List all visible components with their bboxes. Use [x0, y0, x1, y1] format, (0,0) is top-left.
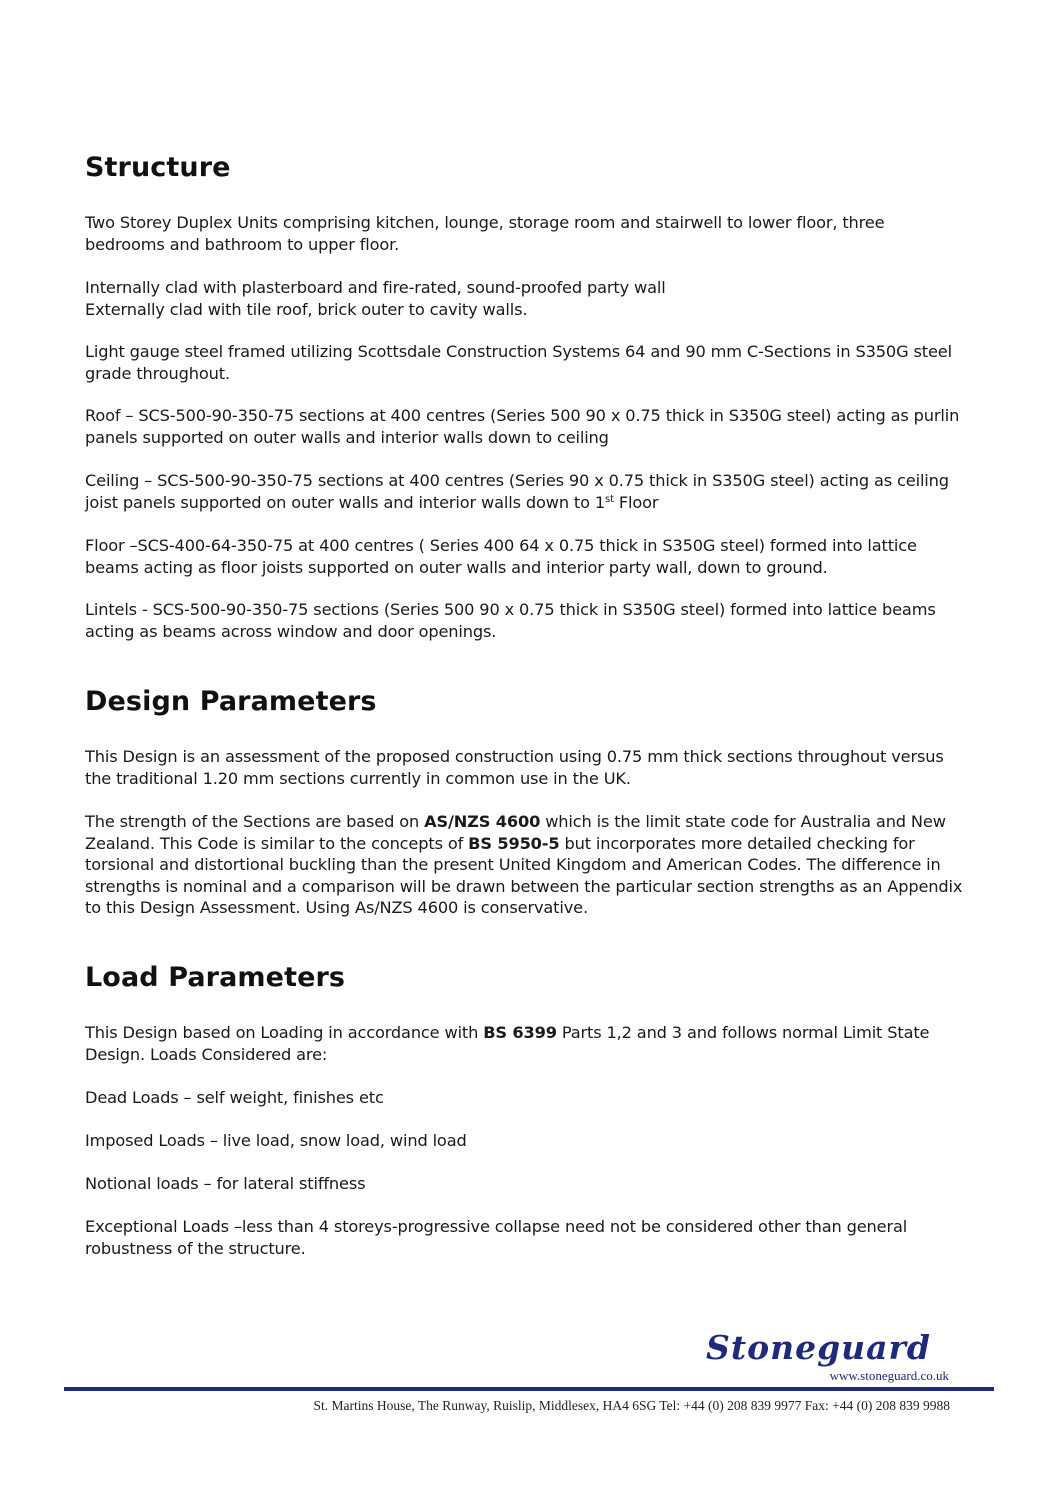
structure-paragraph-floor: Floor –SCS-400-64-350-75 at 400 centres ( Series 400 64 x 0.75 thick in S350G steel) formed into lattice beams acting as floor joists supported on outer walls and interior party wall, down to ground. — [85, 536, 917, 577]
company-address: St. Martins House, The Runway, Ruislip, Middlesex, HA4 6SG Tel: +44 (0) 208 839 9977 Fax: +44 (0) 208 839 9988 — [313, 1398, 950, 1413]
section-heading-load: Load Parameters — [85, 962, 346, 993]
ceiling-text: Ceiling – SCS-500-90-350-75 sections at 400 centres (Series 90 x 0.75 thick in S350G steel) acting as ceiling joist panels supported on outer walls and interior walls down to 1 — [85, 471, 949, 512]
ceiling-superscript: st — [605, 493, 614, 505]
logo-wordmark: Stoneguard — [706, 1328, 931, 1367]
stoneguard-logo — [706, 1328, 951, 1386]
structure-paragraph-ceiling — [85, 470, 965, 513]
load-text-a: This Design based on Loading in accordance with — [85, 1023, 484, 1042]
section-heading-design: Design Parameters — [85, 686, 377, 717]
footer-divider — [64, 1387, 994, 1391]
code-as-nzs-4600: AS/NZS 4600 — [424, 812, 541, 831]
design-text-c: which is the limit state code for Australia and New Zealand. This Code is similar to the concepts of — [85, 812, 946, 853]
load-paragraph-imposed: Imposed Loads – live load, snow load, wind load — [85, 1131, 467, 1150]
load-paragraph-exceptional: Exceptional Loads –less than 4 storeys-progressive collapse need not be considered other than general robustness of the structure. — [85, 1217, 908, 1258]
structure-paragraph-units: Two Storey Duplex Units comprising kitchen, lounge, storage room and stairwell to lower floor, three bedrooms and bathroom to upper floor. — [85, 213, 885, 254]
structure-paragraph-framing: Light gauge steel framed utilizing Scottsdale Construction Systems 64 and 90 mm C-Sections in S350G steel grade throughout. — [85, 342, 952, 383]
design-text-e: but incorporates more detailed checking for torsional and distortional buckling than the present United Kingdom and American Codes. The difference in strengths is nominal and a comparison will be drawn between the particular section strengths as an Appendix to this Design Assessment. Using As/NZS 4600 is conservative. — [85, 833, 963, 917]
structure-external-cladding: Externally clad with tile roof, brick outer to cavity walls. — [85, 299, 528, 319]
code-bs-6399: BS 6399 — [483, 1023, 557, 1042]
section-heading-structure: Structure — [85, 152, 231, 183]
structure-paragraph-roof: Roof – SCS-500-90-350-75 sections at 400 centres (Series 500 90 x 0.75 thick in S350G steel) acting as purlin panels supported on outer walls and interior walls down to ceiling — [85, 406, 960, 447]
load-paragraph-dead: Dead Loads – self weight, finishes etc — [85, 1088, 384, 1107]
company-url: www.stoneguard.co.uk — [829, 1368, 949, 1383]
design-paragraph-assessment: This Design is an assessment of the proposed construction using 0.75 mm thick sections throughout versus the traditional 1.20 mm sections currently in common use in the UK. — [85, 747, 944, 788]
structure-paragraph-cladding — [85, 277, 965, 320]
load-paragraph-notional: Notional loads – for lateral stiffness — [85, 1174, 366, 1193]
design-paragraph-strength — [85, 811, 965, 919]
design-text-a: The strength of the Sections are based on — [85, 812, 425, 831]
ceiling-tail: Floor — [613, 492, 659, 512]
structure-internal-cladding: Internally clad with plasterboard and fire-rated, sound-proofed party wall — [85, 278, 666, 297]
code-bs-5950-5: BS 5950-5 — [468, 833, 560, 853]
load-paragraph-loading — [85, 1022, 965, 1065]
load-text-c: Parts 1,2 and 3 and follows normal Limit State Design. Loads Considered are: — [85, 1023, 930, 1064]
structure-paragraph-lintels: Lintels - SCS-500-90-350-75 sections (Series 500 90 x 0.75 thick in S350G steel) formed into lattice beams acting as beams across window and door openings. — [85, 600, 936, 641]
